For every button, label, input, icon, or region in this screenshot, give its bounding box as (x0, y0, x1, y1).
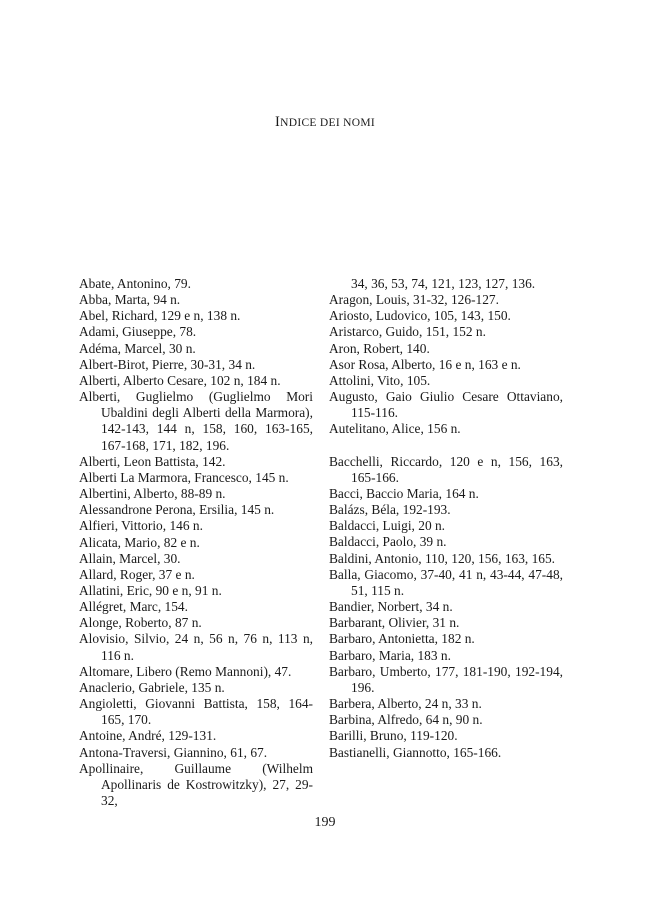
letter-group-gap (329, 438, 563, 454)
index-entry: Abate, Antonino, 79. (79, 276, 191, 291)
index-entry: Adéma, Marcel, 30 n. (79, 340, 196, 356)
index-entry: Augusto, Gaio Giulio Cesare Ottaviano, 115-116. (329, 389, 563, 421)
index-entry: Barbaro, Antonietta, 182 n. (329, 631, 475, 647)
page-title (0, 114, 650, 131)
index-entry: Alberti La Marmora, Francesco, 145 n. (79, 469, 289, 485)
index-entry: Bacchelli, Riccardo, 120 e n, 156, 163, 165-166. (329, 453, 563, 485)
index-entry: Allard, Roger, 37 e n. (79, 566, 195, 582)
index-entry: Apollinaire, Guillaume (Wilhelm Apollinaris de Kostrowitzky), 27, 29-32, (79, 760, 313, 808)
title-rest: NDICE DEI NOMI (280, 117, 376, 129)
index-entry: Baldacci, Luigi, 20 n. (329, 518, 446, 534)
index-entry: Autelitano, Alice, 156 n. (329, 421, 461, 437)
index-entry-continuation: 34, 36, 53, 74, 121, 123, 127, 136. (351, 276, 536, 291)
index-entry: Attolini, Vito, 105. (329, 372, 431, 388)
index-entry: Barbina, Alfredo, 64 n, 90 n. (329, 712, 483, 728)
index-entry: Aragon, Louis, 31-32, 126-127. (329, 292, 499, 308)
title-initial: I (274, 114, 281, 130)
index-entry: Barbaro, Umberto, 177, 181-190, 192-194, 196. (329, 663, 563, 695)
index-entry: Baldacci, Paolo, 39 n. (329, 534, 447, 550)
index-entry: Alberti, Alberto Cesare, 102 n, 184 n. (79, 372, 281, 388)
index-entry: Alberti, Leon Battista, 142. (79, 453, 226, 469)
index-entry: Aristarco, Guido, 151, 152 n. (329, 324, 486, 340)
index-entry: Alessandrone Perona, Ersilia, 145 n. (79, 502, 275, 518)
index-entry: Anaclerio, Gabriele, 135 n. (79, 679, 225, 695)
index-entry: Bastianelli, Giannotto, 165-166. (329, 744, 502, 760)
index-entry: Alonge, Roberto, 87 n. (79, 615, 202, 631)
index-entry: Albertini, Alberto, 88-89 n. (79, 486, 226, 502)
index-entry: Albert-Birot, Pierre, 30-31, 34 n. (79, 356, 256, 372)
index-entry: Alfieri, Vittorio, 146 n. (79, 518, 203, 534)
index-entry: Adami, Giuseppe, 78. (79, 324, 197, 340)
index-entry: Barilli, Bruno, 119-120. (329, 728, 458, 744)
index-entry: Antoine, André, 129-131. (79, 728, 217, 744)
index-entry: Allégret, Marc, 154. (79, 599, 188, 615)
index-entry: Antona-Traversi, Giannino, 61, 67. (79, 744, 268, 760)
index-entry: Asor Rosa, Alberto, 16 e n, 163 e n. (329, 356, 521, 372)
index-entry: Bacci, Baccio Maria, 164 n. (329, 486, 479, 502)
index-column-left (79, 276, 313, 809)
page-number: 199 (314, 815, 336, 830)
index-entry: Barbarant, Olivier, 31 n. (329, 615, 460, 631)
index-entry: Baldini, Antonio, 110, 120, 156, 163, 165. (329, 550, 556, 566)
index-entry: Allain, Marcel, 30. (79, 550, 181, 566)
index-entry: Abel, Richard, 129 e n, 138 n. (79, 308, 241, 324)
index-entry: Altomare, Libero (Remo Mannoni), 47. (79, 663, 292, 679)
index-entry: Bandier, Norbert, 34 n. (329, 599, 453, 615)
index-entry: Allatini, Eric, 90 e n, 91 n. (79, 582, 222, 598)
index-entry: Alovisio, Silvio, 24 n, 56 n, 76 n, 113 n, 116 n. (79, 631, 313, 663)
index-entry: Abba, Marta, 94 n. (79, 292, 181, 308)
index-entry: Alicata, Mario, 82 e n. (79, 534, 200, 550)
index-entry: Alberti, Guglielmo (Guglielmo Mori Ubaldini degli Alberti della Marmora), 142-143, 144 n, 158, 160, 163-165, 167-168, 171, 182, 196. (79, 389, 313, 453)
index-column-right (329, 276, 563, 761)
index-entry: Angioletti, Giovanni Battista, 158, 164-165, 170. (79, 696, 313, 728)
index-entry: Aron, Robert, 140. (329, 340, 430, 356)
index-entry: Barbaro, Maria, 183 n. (329, 647, 451, 663)
index-entry: Balázs, Béla, 192-193. (329, 502, 451, 518)
index-entry: Ariosto, Ludovico, 105, 143, 150. (329, 308, 511, 324)
index-entry: Balla, Giacomo, 37-40, 41 n, 43-44, 47-48, 51, 115 n. (329, 566, 563, 598)
index-entry: Barbera, Alberto, 24 n, 33 n. (329, 696, 482, 712)
